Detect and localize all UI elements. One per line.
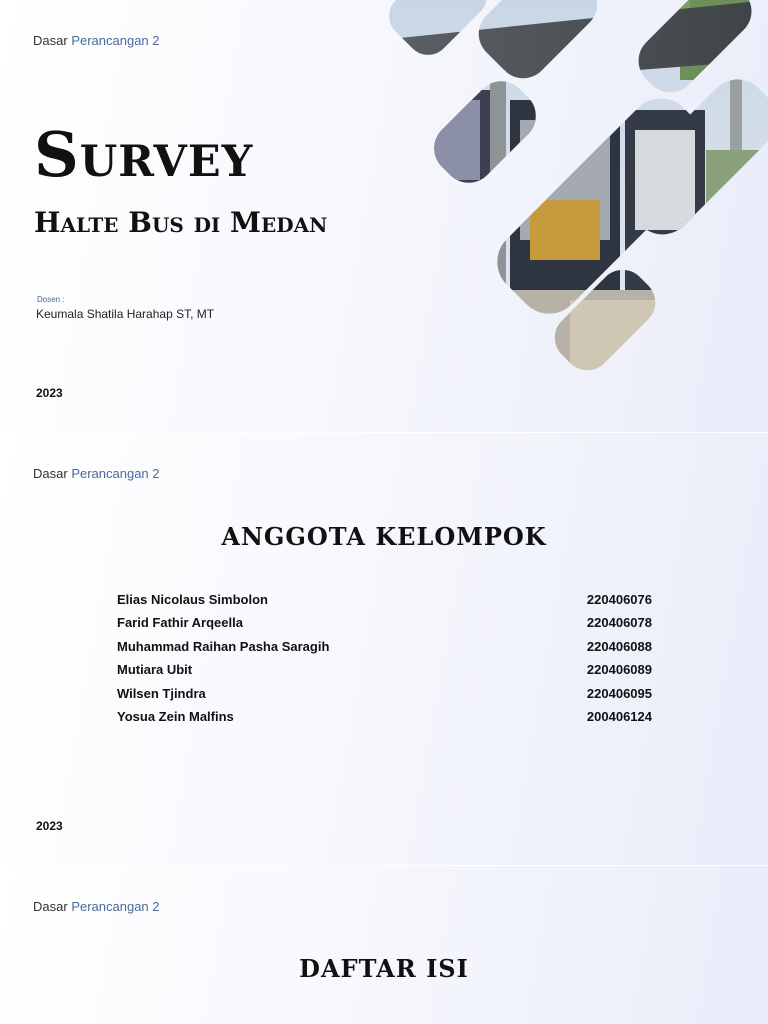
cover-year: 2023 — [36, 386, 63, 400]
member-name: Wilsen Tjindra — [117, 685, 206, 701]
member-row — [117, 592, 652, 615]
course-label: Dasar Perancangan 2 — [33, 33, 160, 48]
member-name: Yosua Zein Malfins — [117, 708, 234, 724]
member-row — [117, 709, 652, 732]
member-nim: 220406089 — [586, 662, 652, 678]
member-nim: 220406076 — [586, 592, 652, 607]
member-row — [117, 662, 652, 685]
members-year: 2023 — [36, 819, 63, 833]
course-label: Dasar Perancangan 2 — [33, 466, 160, 481]
members-slide — [0, 433, 768, 865]
cover-slide — [0, 0, 768, 432]
member-row — [117, 639, 652, 662]
member-list — [117, 592, 652, 732]
course-label: Dasar Perancangan 2 — [33, 899, 160, 914]
member-name: Elias Nicolaus Simbolon — [117, 592, 268, 607]
cover-subtitle: Halte Bus di Medan — [34, 206, 328, 239]
member-name: Farid Fathir Arqeella — [117, 615, 243, 631]
toc-heading: DAFTAR ISI — [299, 954, 469, 983]
member-nim: 220406095 — [586, 685, 652, 701]
member-name: Muhammad Raihan Pasha Saragih — [117, 638, 330, 654]
member-row — [117, 615, 652, 638]
member-nim: 200406124 — [586, 708, 652, 724]
toc-slide — [0, 866, 768, 1024]
dosen-name: Keumala Shatila Harahap ST, MT — [36, 307, 215, 321]
member-nim: 220406088 — [586, 638, 652, 654]
member-nim: 220406078 — [586, 615, 652, 631]
members-heading: ANGGOTA KELOMPOK — [221, 522, 547, 551]
bus-stop-photo-collage — [380, 0, 768, 380]
cover-title: Survey — [34, 118, 254, 191]
member-name: Mutiara Ubit — [117, 662, 193, 678]
member-row — [117, 686, 652, 709]
dosen-label: Dosen : — [37, 295, 65, 304]
